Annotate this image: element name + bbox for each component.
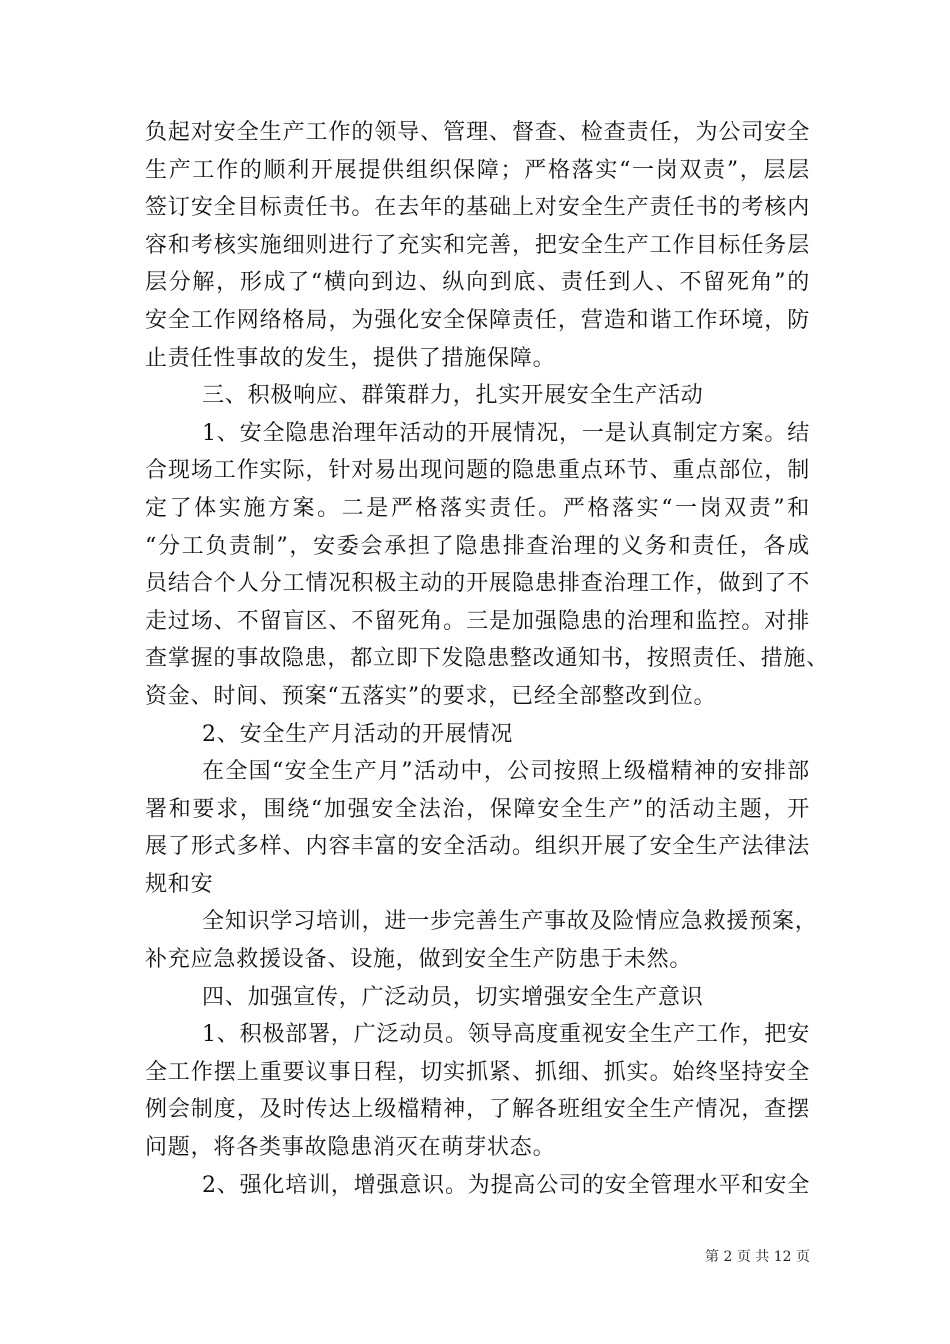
text-line: 全知识学习培训，进一步完善生产事故及险情应急救援预案，	[202, 909, 818, 935]
text-line: 签订安全目标责任书。在去年的基础上对安全生产责任书的考核内	[145, 195, 810, 221]
text-line: 1、积极部署，广泛动员。领导高度重视安全生产工作，把安	[202, 1022, 810, 1048]
text-line: 定了体实施方案。二是严格落实责任。严格落实“一岗双责”和	[145, 495, 810, 521]
text-line: 规和安	[145, 871, 214, 897]
section-heading: 四、加强宣传，广泛动员，切实增强安全生产意识	[202, 984, 704, 1010]
text-line: 展了形式多样、内容丰富的安全活动。组织开展了安全生产法律法	[145, 834, 810, 860]
text-line: 生产工作的顺利开展提供组织保障；严格落实“一岗双责”，层层	[145, 157, 810, 183]
text-line: 资金、时间、预案“五落实”的要求，已经全部整改到位。	[145, 683, 717, 709]
text-line: 安全工作网络格局，为强化安全保障责任，营造和谐工作环境，防	[145, 307, 810, 333]
document-body	[145, 114, 830, 1204]
text-line: 署和要求，围绕“加强安全法治，保障安全生产”的活动主题，开	[145, 796, 810, 822]
text-line: “分工负责制”，安委会承担了隐患排查治理的义务和责任，各成	[145, 533, 810, 559]
text-line: 在全国“安全生产月”活动中，公司按照上级檔精神的安排部	[202, 759, 810, 785]
subsection-heading: 2、安全生产月活动的开展情况	[202, 721, 514, 747]
text-line: 负起对安全生产工作的领导、管理、督查、检查责任，为公司安全	[145, 120, 810, 145]
text-line: 补充应急救援设备、设施，做到安全生产防患于未然。	[145, 947, 693, 973]
text-line: 问题，将各类事故隐患消灭在萌芽状态。	[145, 1135, 556, 1161]
text-line: 止责任性事故的发生，提供了措施保障。	[145, 345, 556, 371]
text-line: 全工作摆上重要议事日程，切实抓紧、抓细、抓实。始终坚持安全	[145, 1059, 810, 1085]
text-line: 员结合个人分工情况积极主动的开展隐患排查治理工作，做到了不	[145, 571, 810, 597]
text-line: 2、强化培训，增强意识。为提高公司的安全管理水平和安全	[202, 1172, 810, 1198]
text-line: 查掌握的事故隐患，都立即下发隐患整改通知书，按照责任、措施、	[145, 646, 830, 672]
text-line: 走过场、不留盲区、不留死角。三是加强隐患的治理和监控。对排	[145, 608, 810, 634]
text-line: 例会制度，及时传达上级檔精神，了解各班组安全生产情况，查摆	[145, 1097, 810, 1123]
text-line: 合现场工作实际，针对易出现问题的隐患重点环节、重点部位，制	[145, 458, 810, 484]
section-heading: 三、积极响应、群策群力，扎实开展安全生产活动	[202, 383, 704, 409]
page-number: 第 2 页 共 12 页	[705, 1249, 810, 1265]
text-line: 1、安全隐患治理年活动的开展情况，一是认真制定方案。结	[202, 420, 810, 446]
text-line: 层分解，形成了“横向到边、纵向到底、责任到人、不留死角”的	[145, 270, 810, 296]
text-line: 容和考核实施细则进行了充实和完善，把安全生产工作目标任务层	[145, 232, 810, 258]
